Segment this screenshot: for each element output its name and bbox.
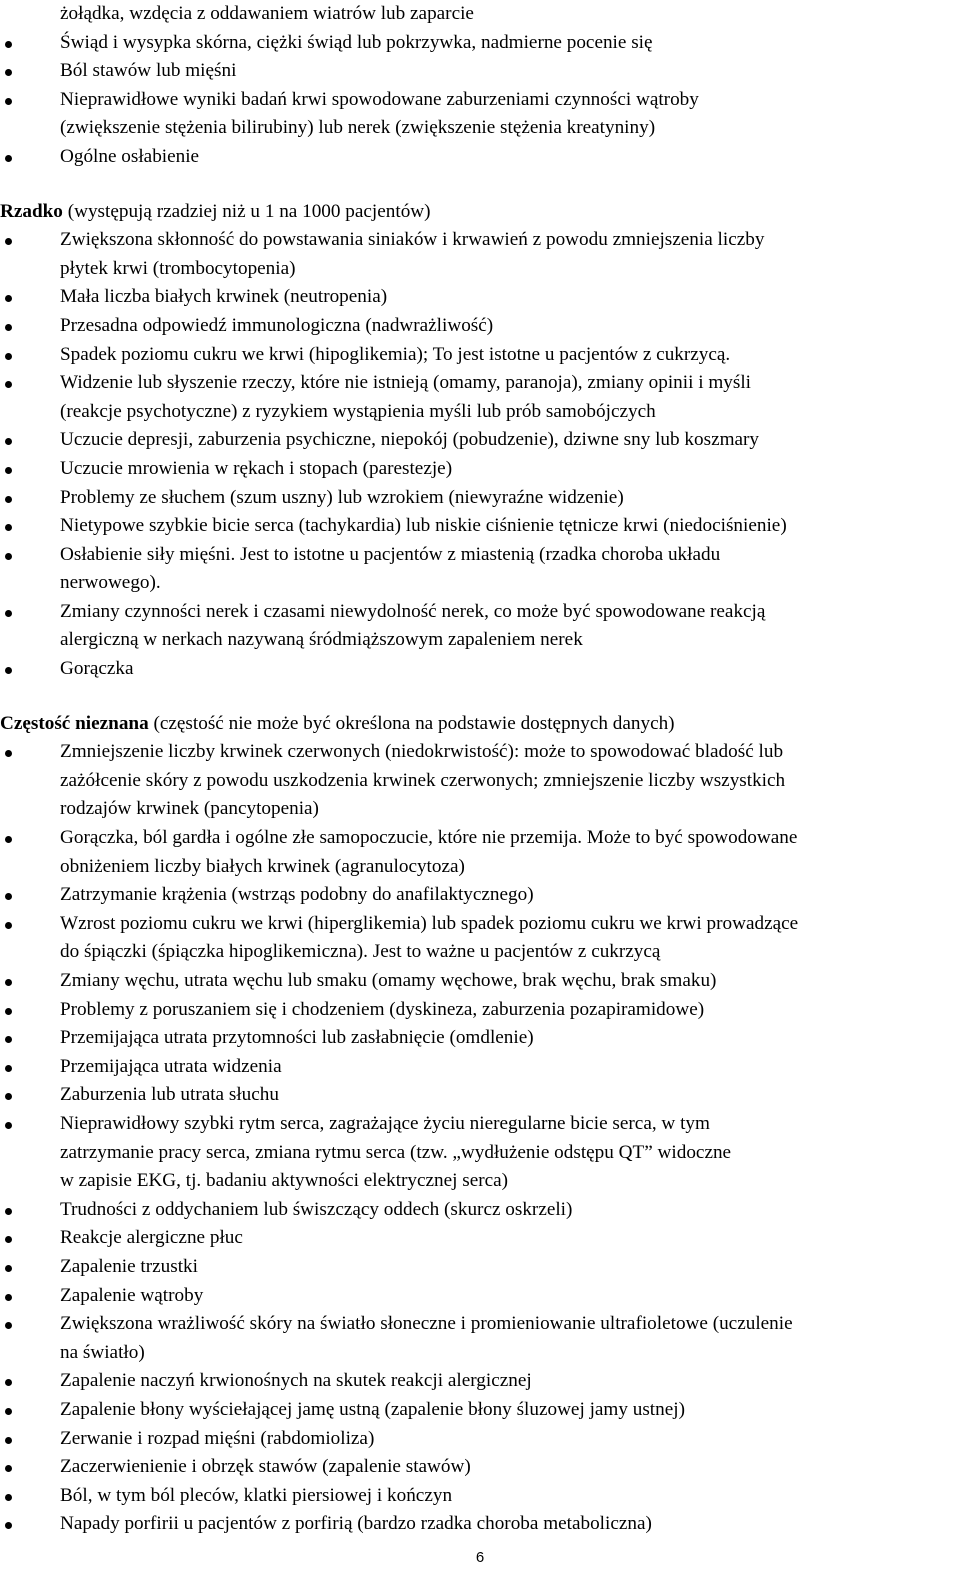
list-item: Widzenie lub słyszenie rzeczy, które nie istnieją (omamy, paranoja), zmiany opinii i myśli (reakcje psychotyczne) z ryzykiem wystąpienia myśli lub prób samobójczych xyxy=(0,369,960,426)
list-item: Ból, w tym ból pleców, klatki piersiowej i kończyn xyxy=(0,1482,960,1511)
bullet-icon xyxy=(5,496,12,503)
bullet-icon xyxy=(5,836,12,843)
bullet-icon xyxy=(5,1437,12,1444)
bullet-icon xyxy=(5,1036,12,1043)
list-item: Ogólne osłabienie xyxy=(0,143,960,172)
list-item: Zapalenie trzustki xyxy=(0,1253,960,1282)
bullet-icon xyxy=(5,41,12,48)
bullet-icon xyxy=(5,1494,12,1501)
list-item: Zatrzymanie krążenia (wstrząs podobny do anafilaktycznego) xyxy=(0,881,960,910)
bullet-icon xyxy=(5,1122,12,1129)
bullet-icon xyxy=(5,1265,12,1272)
list-item: Zaburzenia lub utrata słuchu xyxy=(0,1081,960,1110)
list-item: Osłabienie siły mięśni. Jest to istotne u pacjentów z miastenią (rzadka choroba układu nerwowego). xyxy=(0,541,960,598)
bullet-icon xyxy=(5,979,12,986)
bullet-icon xyxy=(5,1236,12,1243)
bullet-icon xyxy=(5,893,12,900)
bullet-icon xyxy=(5,467,12,474)
section-heading-rare: Rzadko (występują rzadziej niż u 1 na 1000 pacjentów) xyxy=(0,200,431,222)
list-item: Spadek poziomu cukru we krwi (hipoglikemia); To jest istotne u pacjentów z cukrzycą. xyxy=(0,341,960,370)
list-item: Ból stawów lub mięśni xyxy=(0,57,960,86)
list-item: Problemy z poruszaniem się i chodzeniem (dyskineza, zaburzenia pozapiramidowe) xyxy=(0,996,960,1025)
bullet-icon xyxy=(5,667,12,674)
bullet-icon xyxy=(5,1208,12,1215)
section-heading-unknown: Częstość nieznana (częstość nie może być określona na podstawie dostępnych danych) xyxy=(0,712,675,734)
bullet-icon xyxy=(5,155,12,162)
intro-list xyxy=(0,29,960,172)
page-number: 6 xyxy=(475,1549,485,1566)
list-item: Problemy ze słuchem (szum uszny) lub wzrokiem (niewyraźne widzenie) xyxy=(0,484,960,513)
list-item: Nieprawidłowe wyniki badań krwi spowodowane zaburzeniami czynności wątroby (zwiększenie stężenia bilirubiny) lub nerek (zwiększenie stężenia kreatyniny) xyxy=(0,86,960,143)
bullet-icon xyxy=(5,295,12,302)
bullet-icon xyxy=(5,1522,12,1529)
bullet-icon xyxy=(5,1379,12,1386)
list-item: Przemijająca utrata widzenia xyxy=(0,1053,960,1082)
bullet-icon xyxy=(5,1408,12,1415)
list-item: Trudności z oddychaniem lub świszczący oddech (skurcz oskrzeli) xyxy=(0,1196,960,1225)
bullet-icon xyxy=(5,1008,12,1015)
list-item: Zmniejszenie liczby krwinek czerwonych (niedokrwistość): może to spowodować bladość lub zażółcenie skóry z powodu uszkodzenia krwinek czerwonych; zmniejszenie liczby wszystkich rodzajów krwinek (pancytopenia) xyxy=(0,738,960,824)
list-item: Przesadna odpowiedź immunologiczna (nadwrażliwość) xyxy=(0,312,960,341)
list-item: Gorączka xyxy=(0,655,960,684)
list-item: Napady porfirii u pacjentów z porfirią (bardzo rzadka choroba metaboliczna) xyxy=(0,1510,960,1539)
bullet-icon xyxy=(5,1465,12,1472)
list-item: Przemijająca utrata przytomności lub zasłabnięcie (omdlenie) xyxy=(0,1024,960,1053)
list-item: Zaczerwienienie i obrzęk stawów (zapalenie stawów) xyxy=(0,1453,960,1482)
list-item: Świąd i wysypka skórna, ciężki świąd lub pokrzywka, nadmierne pocenie się xyxy=(0,29,960,58)
bullet-icon xyxy=(5,381,12,388)
list-item: Uczucie mrowienia w rękach i stopach (parestezje) xyxy=(0,455,960,484)
bullet-icon xyxy=(5,922,12,929)
bullet-icon xyxy=(5,98,12,105)
bullet-icon xyxy=(5,553,12,560)
bullet-icon xyxy=(5,69,12,76)
list-item: Zerwanie i rozpad mięśni (rabdomioliza) xyxy=(0,1425,960,1454)
list-item: Wzrost poziomu cukru we krwi (hiperglikemia) lub spadek poziomu cukru we krwi prowadzące do śpiączki (śpiączka hipoglikemiczna). Jest to ważne u pacjentów z cukrzycą xyxy=(0,910,960,967)
bullet-icon xyxy=(5,1065,12,1072)
list-item: Nieprawidłowy szybki rytm serca, zagrażające życiu nieregularne bicie serca, w tym zatrzymanie pracy serca, zmiana rytmu serca (tzw. „wydłużenie odstępu QT” widoczne w zapisie EKG, tj. badaniu aktywności elektrycznej serca) xyxy=(0,1110,960,1196)
bullet-icon xyxy=(5,1322,12,1329)
list-item: Zapalenie wątroby xyxy=(0,1282,960,1311)
bullet-icon xyxy=(5,238,12,245)
list-item: Zapalenie naczyń krwionośnych na skutek reakcji alergicznej xyxy=(0,1367,960,1396)
bullet-icon xyxy=(5,1093,12,1100)
list-item: Nietypowe szybkie bicie serca (tachykardia) lub niskie ciśnienie tętnicze krwi (niedociśnienie) xyxy=(0,512,960,541)
bullet-icon xyxy=(5,438,12,445)
list-item: Reakcje alergiczne płuc xyxy=(0,1224,960,1253)
continuation-text: żołądka, wzdęcia z oddawaniem wiatrów lub zaparcie xyxy=(60,3,474,24)
list-item: Zwiększona wrażliwość skóry na światło słoneczne i promieniowanie ultrafioletowe (uczulenie na światło) xyxy=(0,1310,960,1367)
bullet-icon xyxy=(5,1294,12,1301)
bullet-icon xyxy=(5,353,12,360)
unknown-list xyxy=(0,738,960,1539)
list-item: Zmiany czynności nerek i czasami niewydolność nerek, co może być spowodowane reakcją alergiczną w nerkach nazywaną śródmiąższowym zapaleniem nerek xyxy=(0,598,960,655)
list-item: Mała liczba białych krwinek (neutropenia) xyxy=(0,283,960,312)
bullet-icon xyxy=(5,610,12,617)
list-item: Zwiększona skłonność do powstawania siniaków i krwawień z powodu zmniejszenia liczby płytek krwi (trombocytopenia) xyxy=(0,226,960,283)
list-item: Zapalenie błony wyściełającej jamę ustną (zapalenie błony śluzowej jamy ustnej) xyxy=(0,1396,960,1425)
bullet-icon xyxy=(5,324,12,331)
bullet-icon xyxy=(5,750,12,757)
list-item: Zmiany węchu, utrata węchu lub smaku (omamy węchowe, brak węchu, brak smaku) xyxy=(0,967,960,996)
rare-list xyxy=(0,226,960,684)
list-item: Uczucie depresji, zaburzenia psychiczne, niepokój (pobudzenie), dziwne sny lub koszmary xyxy=(0,426,960,455)
list-item: Gorączka, ból gardła i ogólne złe samopoczucie, które nie przemija. Może to być spowodowane obniżeniem liczby białych krwinek (agranulocytoza) xyxy=(0,824,960,881)
bullet-icon xyxy=(5,524,12,531)
